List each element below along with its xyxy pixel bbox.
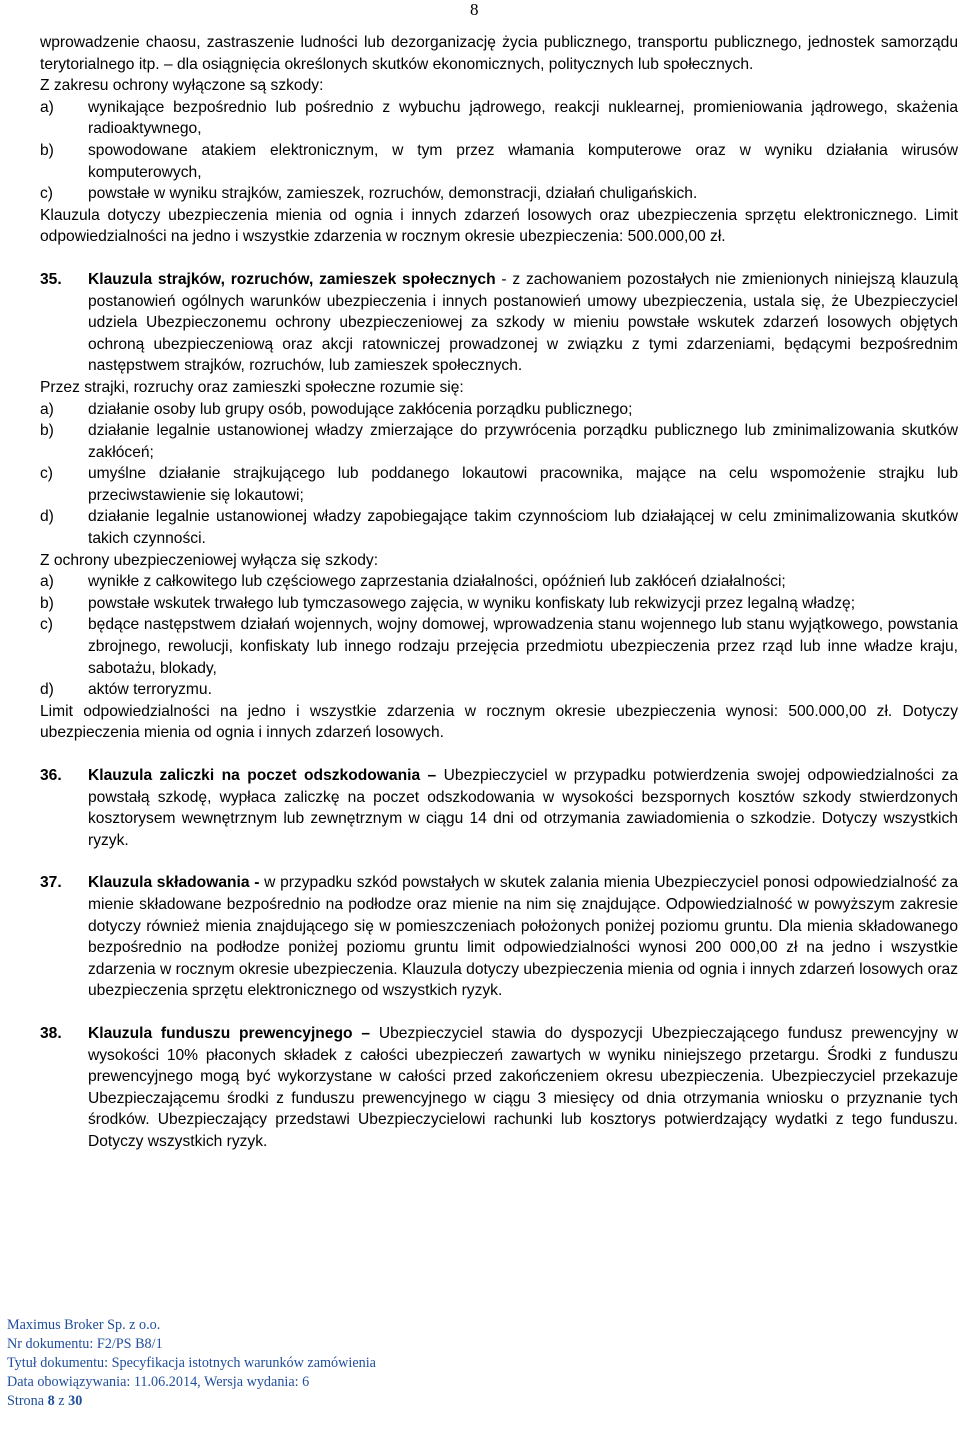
document-body xyxy=(40,32,958,1153)
list-item xyxy=(40,614,958,679)
list-item-text: powstałe w wyniku strajków, zamieszek, rozruchów, demonstracji, działań chuligańskich. xyxy=(88,185,698,203)
list-item-text: działanie legalnie ustanowionej władzy zapobiegające takim czynnościom lub działającej w celu zminimalizowania skutków takich czynności. xyxy=(88,508,958,548)
clause-35-definitions-list xyxy=(40,399,958,550)
clause-title: Klauzula składowania - xyxy=(88,874,260,892)
list-item xyxy=(40,97,958,140)
footer-page-count xyxy=(7,1392,376,1411)
footer-date-version: Data obowiązywania: 11.06.2014, Wersja wydania: 6 xyxy=(7,1374,310,1390)
list-item-text: wynikające bezpośrednio lub pośrednio z wybuchu jądrowego, reakcji nuklearnej, promieniowania jądrowego, skażenia radioaktywnego, xyxy=(88,98,958,138)
clause-number: 37. xyxy=(40,874,62,892)
list-item-text: umyślne działanie strajkującego lub poddanego lokautowi pracownika, mające na celu wspomożenie strajku lub przeciwstawienie się lokautowi; xyxy=(88,465,958,504)
clause-38 xyxy=(40,1023,958,1153)
clause-title: Klauzula funduszu prewencyjnego – xyxy=(88,1024,371,1042)
footer-doc-title: Tytuł dokumentu: Specyfikacja istotnych warunków zamówienia xyxy=(7,1355,376,1371)
list-item-text: będące następstwem działań wojennych, wojny domowej, wprowadzenia stanu wojennego lub stanu wyjątkowego, powstania zbrojnego, rewolucji, konfiskaty lub innego rodzaju przejęcia przedmiotu ubezpieczenia przez rząd lub inne władze kraju, sabotażu, blokady, xyxy=(88,616,958,677)
list-item-text: aktów terroryzmu. xyxy=(88,681,212,699)
footer-page-word: Strona xyxy=(7,1393,45,1409)
list-item-label: c) xyxy=(40,616,53,634)
list-item-label: c) xyxy=(40,185,53,203)
page-number: 8 xyxy=(470,0,479,19)
document-footer xyxy=(7,1316,376,1411)
intro-exclusions-list xyxy=(40,97,958,205)
list-item-label: b) xyxy=(40,141,54,159)
clause-body: - z zachowaniem pozostałych nie zmienionych niniejszą klauzulą postanowień ogólnych warunków ubezpieczenia i innych postanowień umowy ubezpieczenia, ustala się, że Ubezpieczyciel udziela Ubezpieczonemu ochrony ubezpieczeniowej za szkody w mieniu powstałe wskutek zdarzeń losowych objętych ochroną ubezpieczeniową oraz akcji ratowniczej prowadzonej w związku z tymi zdarzeniami, będącymi bezpośrednim następstwem strajków, rozruchów, lub zamieszek społecznych. xyxy=(88,270,958,375)
list-item xyxy=(40,463,958,506)
list-item-label: b) xyxy=(40,594,54,612)
list-item xyxy=(40,506,958,549)
list-item-text: działanie osoby lub grupy osób, powodujące zakłócenia porządku publicznego; xyxy=(88,400,633,418)
clause-37 xyxy=(40,872,958,1002)
intro-exclusions-lead: Z zakresu ochrony wyłączone są szkody: xyxy=(40,77,324,95)
clause-35 xyxy=(40,269,958,377)
clause-body: w przypadku szkód powstałych w skutek zalania mienia Ubezpieczyciel ponosi odpowiedzialność za mienie składowane bezpośrednio na podłodze oraz mienie na nim się znajdujące. Odpowiedzialność w powyższym zakresie dotyczy również mienia znajdującego się w pomieszczeniach położonych poniżej poziomu gruntu. Dla mienia składowanego bezpośrednio na podłodze poniżej poziomu gruntu limit odpowiedzialności wynosi 200 000,00 zł na jedno i wszystkie zdarzenia w rocznym okresie ubezpieczenia. Klauzula dotyczy ubezpieczenia mienia od ognia i innych zdarzeń losowych oraz ubezpieczenia sprzętu elektronicznego od wszystkich ryzyk. xyxy=(88,874,958,1000)
clause-35-definitions-lead: Przez strajki, rozruchy oraz zamieszki społeczne rozumie się: xyxy=(40,378,464,396)
clause-36 xyxy=(40,765,958,851)
footer-page-total: 30 xyxy=(68,1393,83,1409)
list-item xyxy=(40,420,958,463)
footer-page-of: z xyxy=(58,1393,65,1409)
list-item xyxy=(40,140,958,183)
list-item-label: d) xyxy=(40,508,54,526)
intro-closing: Klauzula dotyczy ubezpieczenia mienia od ognia i innych zdarzeń losowych oraz ubezpieczenia sprzętu elektronicznego. Limit odpowiedzialności na jedno i wszystkie zdarzenia w rocznym okresie ubezpieczenia: 500.000,00 zł. xyxy=(40,206,958,246)
list-item xyxy=(40,399,958,421)
list-item-label: a) xyxy=(40,98,54,116)
clause-35-exclusions-list xyxy=(40,571,958,701)
list-item-text: wynikłe z całkowitego lub częściowego zaprzestania działalności, opóźnień lub zakłóceń działalności; xyxy=(88,573,786,591)
footer-page-current: 8 xyxy=(47,1393,55,1409)
list-item-label: a) xyxy=(40,400,54,418)
clause-body: Ubezpieczyciel stawia do dyspozycji Ubezpieczającego fundusz prewencyjny w wysokości 10% płaconych składek z całości ubezpieczeń zawartych w wyniku niniejszego przetargu. Środki z funduszu prewencyjnego mogą być wykorzystane w całości przed zakończeniem okresu ubezpieczenia. Ubezpieczyciel przekazuje Ubezpieczającemu środki z funduszu prewencyjnego w ciągu 3 miesięcy od dnia otrzymania wniosku o przyznanie tych środków. Ubezpieczający przedstawi Ubezpieczycielowi rachunki lub kosztorys potwierdzający wydatki z tego funduszu. Dotyczy wszystkich ryzyk. xyxy=(88,1024,958,1150)
list-item-label: b) xyxy=(40,422,54,440)
clause-body: Ubezpieczyciel w przypadku potwierdzenia swojej odpowiedzialności za powstałą szkodę, wypłaca zaliczkę na poczet odszkodowania w wysokości bezspornych kosztów szkody stwierdzonych kosztorysem wewnętrznym lub zewnętrznym w ciągu 14 dni od otrzymania zawiadomienia o szkodzie. Dotyczy wszystkich ryzyk. xyxy=(88,767,958,849)
list-item-label: a) xyxy=(40,573,54,591)
list-item-text: powstałe wskutek trwałego lub tymczasowego zajęcia, w wyniku konfiskaty lub rekwizycji przez legalną władzę; xyxy=(88,594,856,612)
list-item xyxy=(40,183,958,205)
list-item-label: d) xyxy=(40,681,54,699)
list-item xyxy=(40,679,958,701)
clause-number: 36. xyxy=(40,767,62,784)
clause-35-exclusions-lead: Z ochrony ubezpieczeniowej wyłącza się szkody: xyxy=(40,551,379,569)
list-item xyxy=(40,593,958,615)
clause-title: Klauzula zaliczki na poczet odszkodowania – xyxy=(88,767,437,784)
footer-company: Maximus Broker Sp. z o.o. xyxy=(7,1317,161,1333)
clause-number: 35. xyxy=(40,270,62,288)
clause-number: 38. xyxy=(40,1024,62,1042)
clause-title: Klauzula strajków, rozruchów, zamieszek społecznych xyxy=(88,270,496,288)
intro-continuation: wprowadzenie chaosu, zastraszenie ludności lub dezorganizację życia publicznego, transportu publicznego, jednostek samorządu terytorialnego itp. – dla osiągnięcia określonych skutków ekonomicznych, politycznych lub społecznych. xyxy=(40,34,958,73)
clause-35-limit: Limit odpowiedzialności na jedno i wszystkie zdarzenia w rocznym okresie ubezpieczenia wynosi: 500.000,00 zł. Dotyczy ubezpieczenia mienia od ognia i innych zdarzeń losowych. xyxy=(40,702,958,742)
list-item-label: c) xyxy=(40,465,53,483)
list-item-text: działanie legalnie ustanowionej władzy zmierzające do przywrócenia porządku publicznego lub zminimalizowania skutków zakłóceń; xyxy=(88,422,958,461)
list-item xyxy=(40,571,958,593)
list-item-text: spowodowane atakiem elektronicznym, w tym przez włamania komputerowe oraz w wyniku działania wirusów komputerowych, xyxy=(88,141,958,181)
footer-doc-number: Nr dokumentu: F2/PS B8/1 xyxy=(7,1336,163,1352)
